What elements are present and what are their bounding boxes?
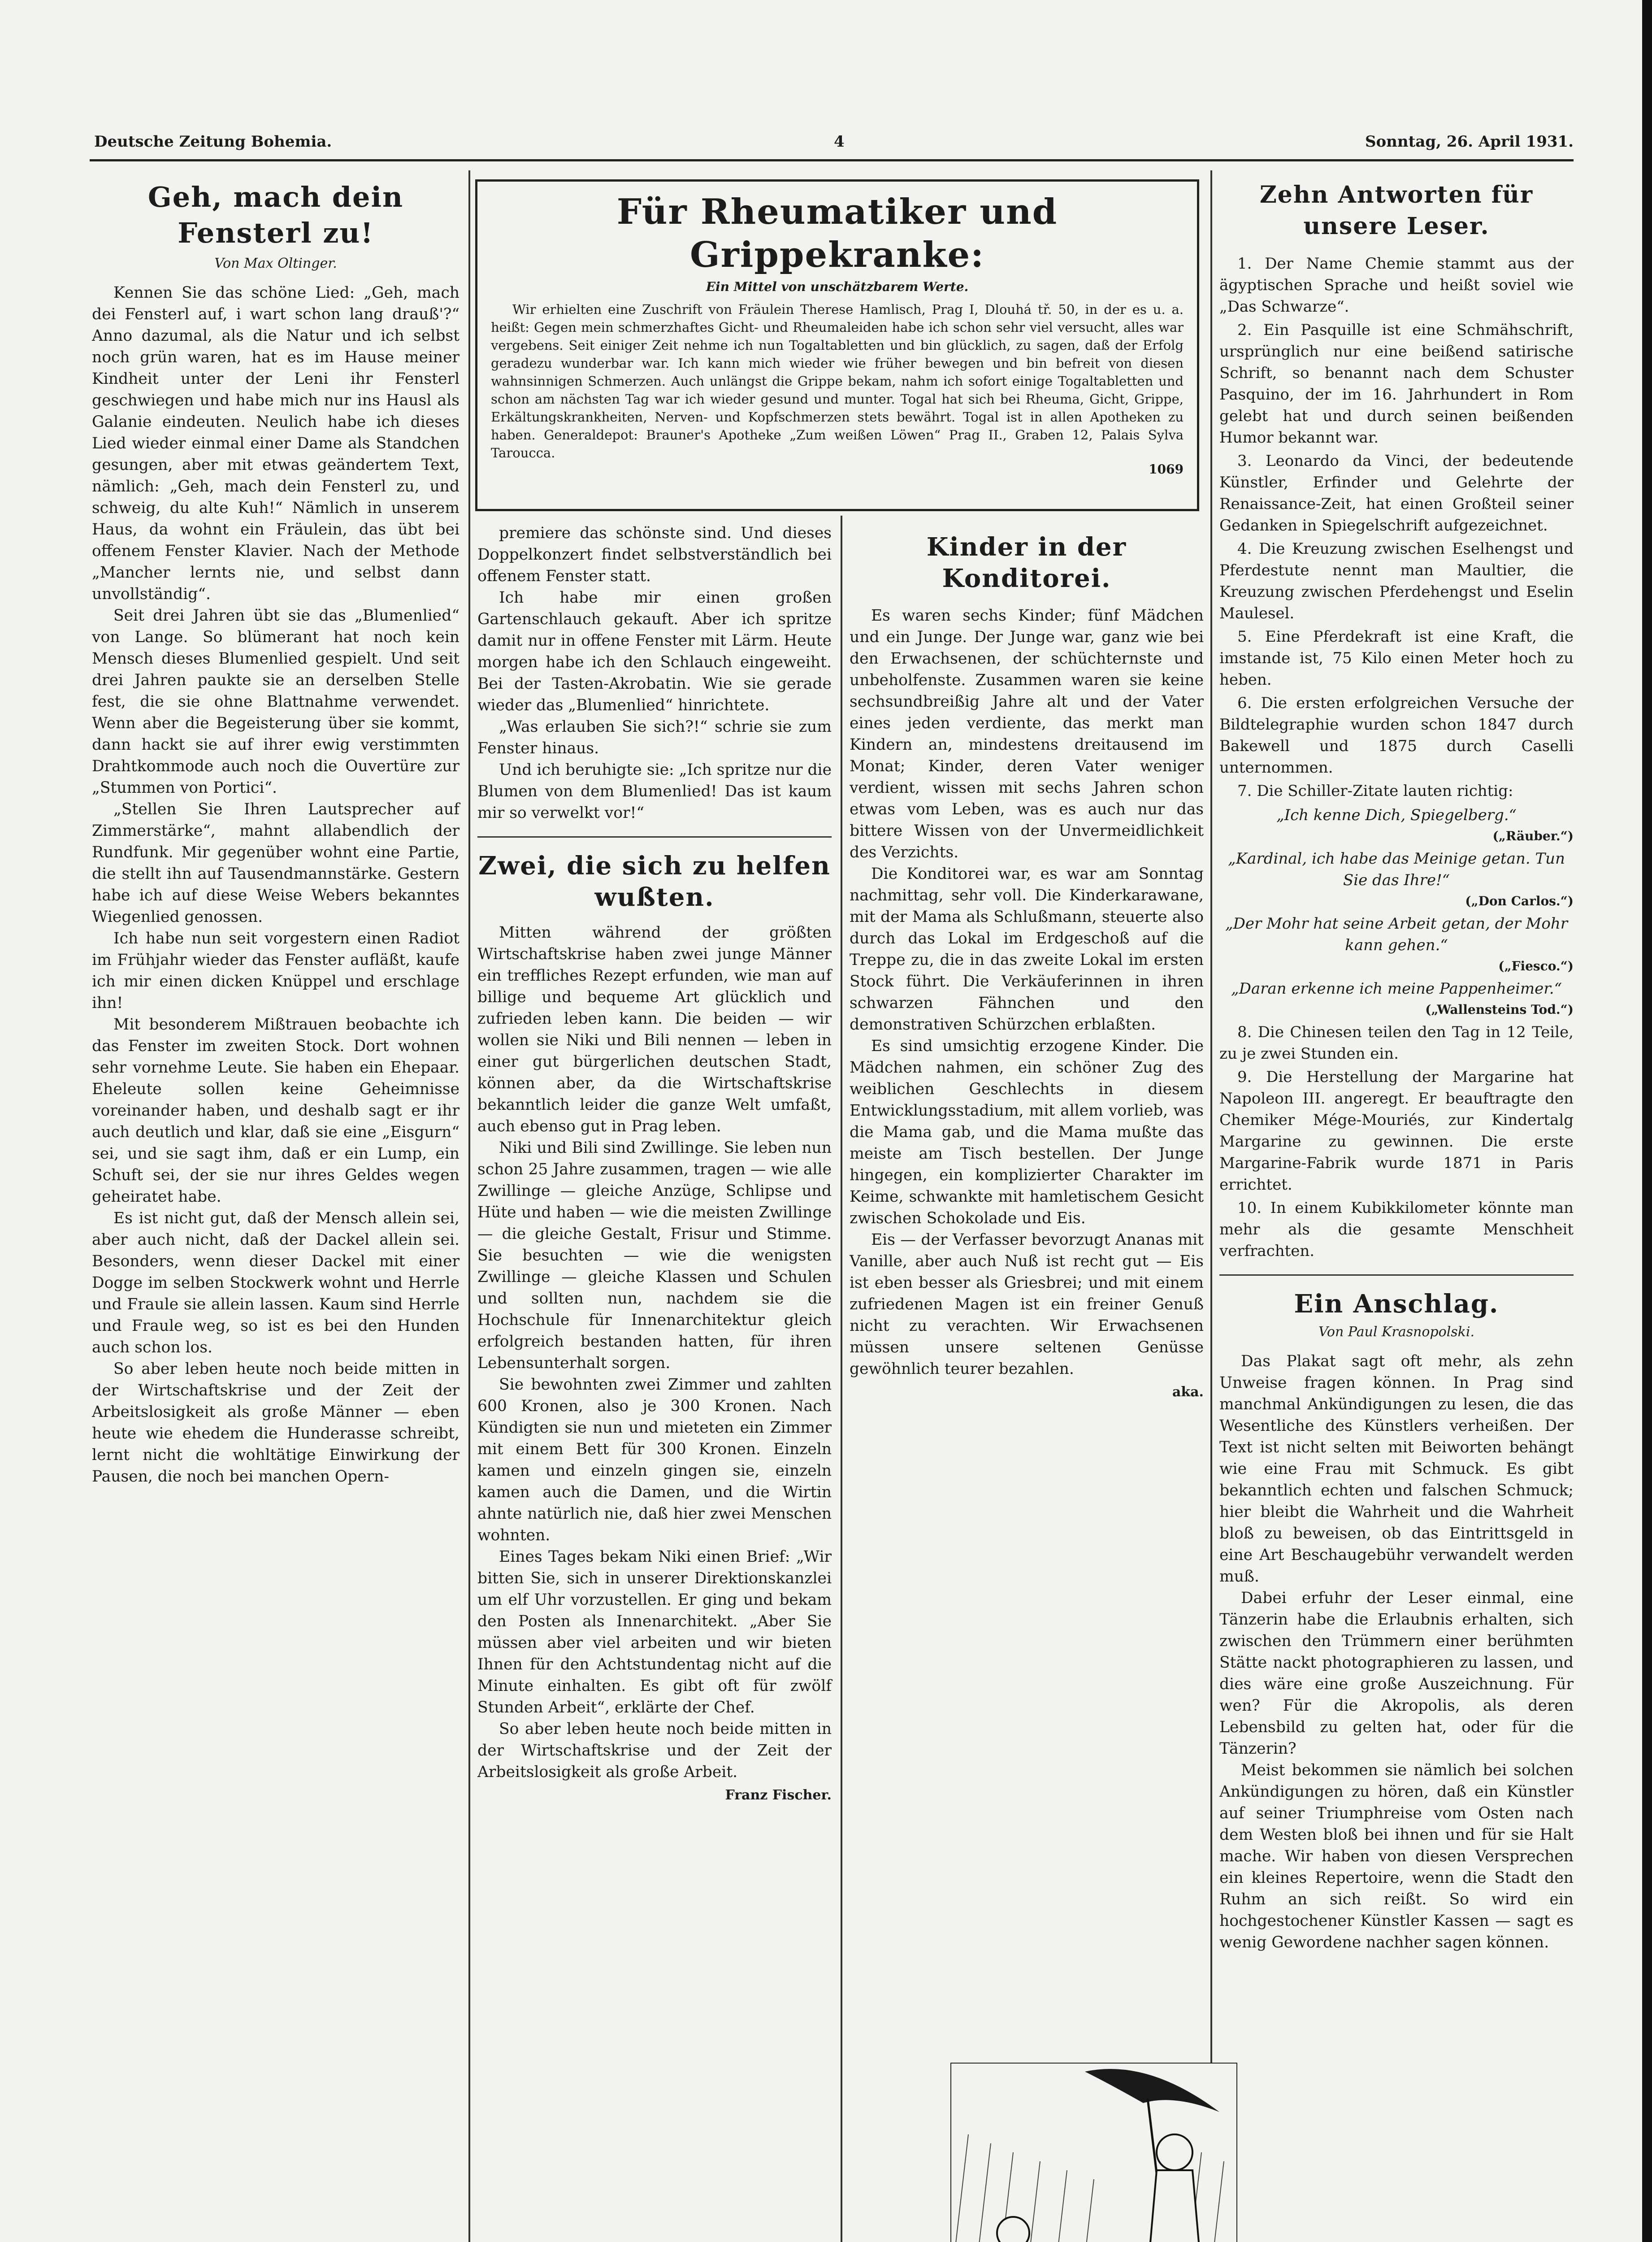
article-title: Zwei, die sich zu helfen wußten. xyxy=(478,851,831,912)
advertisement-box xyxy=(475,179,1199,511)
paragraph: Eis — der Verfasser bevorzugt Ananas mit Vanille, aber auch Nuß ist recht gut — Eis ist eben besser als Griesbrei; und mit einem zufriedenen Magen ist ein freiner Genuß nicht zu verachten. Wir Erwachsenen müssen unsere seltenen Genüsse gewöhnlich teurer bezahlen. xyxy=(850,1231,1204,1378)
paragraph: Niki und Bili sind Zwillinge. Sie leben nun schon 25 Jahre zusammen, tragen — wie alle Zwillinge — gleiche Anzüge, Schlipse und Hüte und haben — wie die meisten Zwillinge — die gleiche Gestalt, Frisur und Stimme. Sie besuchten — wie die wenigsten Zwillinge — gleiche Klassen und Schulen und sollten nun, nachdem sie die Hochschule für Innenarchitektur gleich erfolgreich bestanden hatten, für ihren Lebensunterhalt sorgen. xyxy=(477,1139,832,1372)
issue-date: Sonntag, 26. April 1931. xyxy=(1365,133,1574,151)
paragraph: Meist bekommen sie nämlich bei solchen Ankündigungen zu hören, daß ein Künstler auf seiner Triumphreise vom Osten nach dem Westen bloß bei ihnen und für sie Halt mache. Wir haben von diesen Versprechen ein kleines Repertoire, wenn die Stadt den Ruhm an sich reißt. So wird ein hochgestochener Künstler Kassen — sagt es wenig Gewordene nachher sagen können. xyxy=(1219,1761,1574,1951)
list-item: 3. Leonardo da Vinci, der bedeutende Künstler, Erfinder und Gelehrte der Renaissance-Zeit, hat einen Großteil seiner Gedanken in Spiegelschrift aufgezeichnet. xyxy=(1219,452,1574,534)
ad-title: Für Rheumatiker und Grippekranke: xyxy=(616,191,1058,275)
column-3 xyxy=(850,522,1204,1400)
article-separator xyxy=(477,836,832,838)
ad-subtitle: Ein Mittel von unschätzbarem Werte. xyxy=(706,279,969,294)
quote-source: („Don Carlos.“) xyxy=(1465,894,1574,908)
ad-code: 1069 xyxy=(1149,462,1184,477)
article-separator xyxy=(1219,1274,1574,1276)
list-item: 9. Die Herstellung der Margarine hat Napoleon III. angeregt. Er beauftragte den Chemiker Mége-Mouriés, zur Kindertalg Margarine zu gewinnen. Die erste Margarine-Fabrik wurde 1871 in Paris errichtet. xyxy=(1219,1068,1574,1194)
article-body xyxy=(92,282,460,1487)
article-byline: Von Max Oltinger. xyxy=(214,256,337,271)
ad-body xyxy=(491,300,1184,462)
article-body xyxy=(1219,1351,1574,1953)
paragraph: Und ich beruhigte sie: „Ich spritze nur die Blumen von dem Blumenlied! Das ist kaum mir so verwelkt vor!“ xyxy=(477,761,832,822)
author-signature: aka. xyxy=(1172,1384,1204,1400)
paragraph: Es ist nicht gut, daß der Mensch allein sei, aber auch nicht, daß der Dackel allein sei. Besonders, wenn dieser Dackel mit einer Dogge im selben Stockwerk wohnt und Herrle und Fraule sie allein lassen. Kaum sind Herrle und Fraule weg, so ist es bei den Hunden auch schon los. xyxy=(92,1209,460,1356)
list-item: 7. Die Schiller-Zitate lauten richtig: xyxy=(1237,782,1513,800)
paragraph: Wir erhielten eine Zuschrift von Fräulein Therese Hamlisch, Prag I, Dlouhá tř. 50, in der es u. a. heißt: Gegen mein schmerzhaftes Gicht- und Rheumaleiden habe ich schon sehr viel versucht, alles war vergebens. Seit einiger Zeit nehme ich nun Togaltabletten und bin glücklich, zu sagen, daß der Erfolg geradezu wunderbar war. Ich kann mich wieder wie früher bewegen und bin befreit von diesen wahnsinnigen Schmerzen. Auch unlängst die Grippe bekam, nahm ich sofort einige Togaltabletten und schon am nächsten Tag war ich wieder gesund und munter. Togal hat sich bei Rheuma, Gicht, Grippe, Erkältungskrankheiten, Nerven- und Kopfschmerzen stets bewährt. Togal ist in allen Apotheken zu haben. Generaldepot: Brauner's Apotheke „Zum weißen Löwen“ Prag II., Graben 12, Palais Sylva Taroucca. xyxy=(491,302,1184,461)
list-item: 1. Der Name Chemie stammt aus der ägyptischen Sprache und heißt soviel wie „Das Schwarze“. xyxy=(1219,255,1574,316)
article-title: Kinder in der Konditorei. xyxy=(926,532,1127,593)
paragraph: Die Konditorei war, es war am Sonntag nachmittag, sehr voll. Die Kinderkarawane, mit der Mama als Schlußmann, steuerte also durch das Lokal im Erdgeschoß auf die Treppe zu, die in das zweite Lokal im ersten Stock führt. Die Verkäuferinnen in ihren schwarzen Fähnchen und den demonstrativen Schürzchen erblaßten. xyxy=(850,865,1204,1034)
paragraph: Es waren sechs Kinder; fünf Mädchen und ein Junge. Der Junge war, ganz wie bei den Erwachsenen, der schüchternste und unbeholfenste. Zusammen waren sie keine sechsundbreißig Jahre alt und der Vater eines jeden verdiente, das merkt man Kindern an, mindestens dreitausend im Monat; Kinder, deren Vater weniger verdient, wissen mit sechs Jahren schon etwas vom Leben, was es auch nur das bittere Wissen von der Unvermeidlichkeit des Verzichts. xyxy=(850,607,1204,861)
list-item: 2. Ein Pasquille ist eine Schmähschrift, ursprünglich nur eine beißend satirische Schrift, so benannt nach dem Schuster Pasquino, der im 16. Jahrhundert in Rom gelebt hat und durch seinen beißenden Humor bekannt war. xyxy=(1219,321,1574,447)
paragraph: Ich habe nun seit vorgestern einen Radiot im Frühjahr wieder das Fenster aufläßt, kaufe ich mir einen dicken Knüppel und erschlage ihn! xyxy=(92,930,460,1012)
paragraph: Das Plakat sagt oft mehr, als zehn Unweise fragen können. In Prag sind manchmal Ankündigungen zu lesen, die das Wesentliche des Künstlers verheißen. Der Text ist nicht selten mit Beiworten behängt wie eine Frau mit Schmuck. Es gibt bekanntlich echten und falschen Schmuck; hier bleibt die Wahrheit und die Wahrheit bloß zu beweisen, ob das Eintrittsgeld in eine Art Beschaugebühr verwandelt werden muß. xyxy=(1219,1352,1574,1586)
column-divider xyxy=(841,516,842,2242)
list-item: 4. Die Kreuzung zwischen Eselhengst und Pferdestute nennt man Maultier, die Kreuzung zwischen Pferdehengst und Eselin Maulesel. xyxy=(1219,540,1574,622)
column-divider xyxy=(1210,170,1212,2242)
answers-list xyxy=(1219,253,1574,1262)
quote-source: („Wallensteins Tod.“) xyxy=(1425,1002,1574,1017)
paragraph: premiere das schönste sind. Und dieses Doppelkonzert findet selbstverständlich bei offenem Fenster statt. xyxy=(477,524,832,585)
quote-source: („Fiesco.“) xyxy=(1498,959,1574,973)
schiller-quote: „Ich kenne Dich, Spiegelberg.“ xyxy=(1276,806,1517,824)
paragraph: Seit drei Jahren übt sie das „Blumenlied“ von Lange. So blümerant hat noch kein Mensch dieses Blumenlied gespielt. Und seit drei Jahren paukte sie an derselben Stelle fest, die sie ohne Blattnahme verwendet. Wenn aber die Begeisterung über sie kommt, dann hackt sie auf ihrer ewig verstimmten Drahtkommode auch noch die Ouvertüre zur „Stummen von Portici“. xyxy=(92,607,460,797)
schiller-quote: „Der Mohr hat seine Arbeit getan, der Mohr kann gehen.“ xyxy=(1225,915,1568,954)
paragraph: Sie bewohnten zwei Zimmer und zahlten 600 Kronen, also je 300 Kronen. Nach Kündigten sie nun und mieteten ein Zimmer mit einem Bett für 300 Kronen. Einzeln kamen und einzeln gingen sie, einzeln kamen auch die Damen, und die Wirtin ahnte natürlich nie, daß hier zwei Menschen wohnten. xyxy=(477,1376,832,1544)
column-4 xyxy=(1219,175,1574,1953)
page-header xyxy=(94,133,1574,160)
paragraph: Mit besonderem Mißtrauen beobachte ich das Fenster im zweiten Stock. Dort wohnen sehr vornehme Leute. Sie haben ein Ehepaar. Eheleute sollen keine Geheimnisse voreinander haben, und deshalb sagt er ihr auch deutlich und klar, daß sie eine „Eisgurn“ sei, und sie sagt ihm, daß er ein Lump, ein Schuft sei, der sie nur ihres Geldes wegen geheiratet habe. xyxy=(92,1016,460,1206)
author-signature: Franz Fischer. xyxy=(725,1787,832,1803)
article-title: Zehn Antworten für unsere Leser. xyxy=(1259,181,1534,240)
list-item: 5. Eine Pferdekraft ist eine Kraft, die imstande ist, 75 Kilo einen Meter hoch zu heben. xyxy=(1219,628,1574,689)
paragraph: Ich habe mir einen großen Gartenschlauch gekauft. Aber ich spritze damit nur in offene Fenster mit Lärm. Heute morgen habe ich den Schlauch eingeweiht. Bei der Tasten-Akrobatin. Wie sie gerade wieder das „Blumenlied“ hinrichtete. xyxy=(477,589,832,714)
quote-source: („Räuber.“) xyxy=(1492,829,1574,843)
paragraph: Eines Tages bekam Niki einen Brief: „Wir bitten Sie, sich in unserer Direktionskanzlei um elf Uhr vorzustellen. Er ging und bekam den Posten als Innenarchitekt. „Aber Sie müssen aber viel arbeiten und wir bieten Ihnen für den Achtstundentag nicht auf die Minute einhalten. Es gibt oft für zwölf Stunden Arbeit“, erklärte der Chef. xyxy=(477,1548,832,1716)
list-item: 6. Die ersten erfolgreichen Versuche der Bildtelegraphie wurden schon 1847 durch Bakewell und 1875 durch Caselli unternommen. xyxy=(1219,694,1574,777)
paragraph: So aber leben heute noch beide mitten in der Wirtschaftskrise und der Zeit der Arbeitslosigkeit als große Arbeit. xyxy=(477,1720,832,1781)
cartoon-illustration xyxy=(950,2063,1237,2242)
paragraph: So aber leben heute noch beide mitten in der Wirtschaftskrise und der Zeit der Arbeitslosigkeit als große Männer — eben heute wie ehedem die Hunderasse schreibt, lernt nicht die wohltätige Einwirkung der Pausen, die noch bei manchen Opern- xyxy=(92,1360,460,1486)
article-title: Geh, mach dein Fensterl zu! xyxy=(147,181,404,249)
paragraph: Es sind umsichtig erzogene Kinder. Die Mädchen nahmen, ein schöner Zug des weiblichen Geschlechts in diesem Entwicklungsstadium, mit allem vorlieb, was die Mama gab, und die Mama mußte das meiste am Tisch bestellen. Der Junge hingegen, ein komplizierter Charakter im Keime, schwankte mit hamletischem Gesicht zwischen Schokolade und Eis. xyxy=(850,1037,1204,1227)
column-divider xyxy=(468,170,470,2242)
schiller-quote: „Kardinal, ich habe das Meinige getan. Tun Sie das Ihre!“ xyxy=(1228,850,1565,889)
article-continuation xyxy=(477,522,832,824)
list-item: 8. Die Chinesen teilen den Tag in 12 Teile, zu je zwei Stunden ein. xyxy=(1219,1023,1574,1063)
paragraph: Kennen Sie das schöne Lied: „Geh, mach dei Fensterl auf, i wart schon lang drauß'?“ Anno dazumal, als die Natur und ich selbst noch grün waren, hat es im Hause meiner Kindheit unter der Leni ihr Fensterl geschwiegen und habe mich nur ins Hausl als Galanie eindeuten. Neulich habe ich dieses Lied wieder einmal einer Dame als Standchen gesungen, aber mit etwas geändertem Text, nämlich: „Geh, mach dein Fensterl zu, und schweig, du alte Kuh!“ Nämlich in unserem Haus, da wohnt ein Fräulein, das übt bei offenem Fenster Klavier. Nach der Methode „Mancher lernts nie, und selbst dann unvollständig“. xyxy=(92,284,460,603)
paragraph: Mitten während der größten Wirtschaftskrise haben zwei junge Männer ein treffliches Rezept erfunden, wie man auf billige und bequeme Art glücklich und zufrieden leben kann. Die beiden — wir wollen sie Niki und Bili nennen — leben in einer gut bürgerlichen deutschen Stadt, können aber, da die Wirtschaftskrise bekanntlich leider die ganze Welt umfaßt, auch ebenso gut in Prag leben. xyxy=(477,924,832,1135)
newspaper-name: Deutsche Zeitung Bohemia. xyxy=(94,133,332,151)
page-number: 4 xyxy=(834,133,845,151)
list-item: 10. In einem Kubikkilometer könnte man mehr als die gesamte Menschheit verfrachten. xyxy=(1219,1199,1574,1260)
article-title: Ein Anschlag. xyxy=(1294,1289,1499,1319)
paragraph: Dabei erfuhr der Leser einmal, eine Tänzerin habe die Erlaubnis erhalten, sich zwischen den Trümmern einer berühmten Stätte nackt photographieren zu lassen, und dies wäre eine große Auszeichnung. Für wen? Für die Akropolis, als deren Lebensbild zu gelten hat, oder für die Tänzerin? xyxy=(1219,1589,1574,1758)
article-byline: Von Paul Krasnopolski. xyxy=(1318,1324,1474,1340)
column-1 xyxy=(92,175,460,1487)
schiller-quote: „Daran erkenne ich meine Pappenheimer.“ xyxy=(1231,980,1562,998)
paragraph: „Stellen Sie Ihren Lautsprecher auf Zimmerstärke“, mahnt allabendlich der Rundfunk. Mir gegenüber wohnt eine Partie, die stellt ihn auf Tausendmannstärke. Gestern habe ich auf diese Weise Webers bekanntes Wiegenlied genossen. xyxy=(92,800,460,926)
article-body xyxy=(850,605,1204,1380)
article-body xyxy=(477,922,832,1783)
header-rule xyxy=(90,159,1574,161)
paragraph: „Was erlauben Sie sich?!“ schrie sie zum Fenster hinaus. xyxy=(477,718,832,757)
column-2 xyxy=(477,522,832,1803)
